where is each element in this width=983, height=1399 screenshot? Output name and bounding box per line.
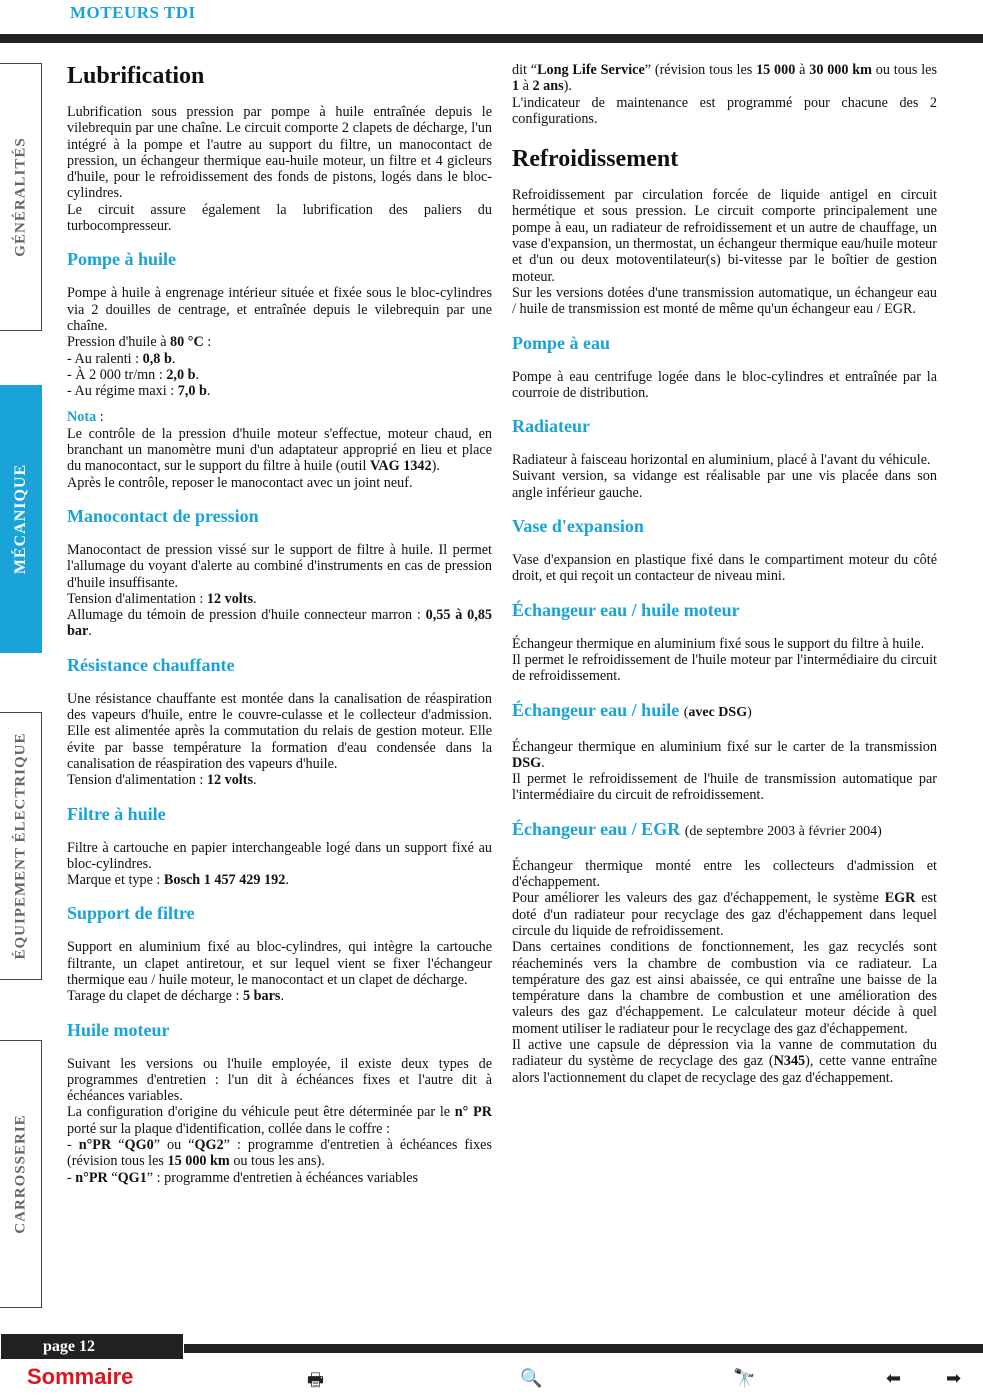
heading-radiateur: Radiateur — [512, 416, 590, 437]
arrow-left-icon[interactable]: ⬅ — [886, 1368, 902, 1389]
paragraph: Suivant les versions ou l'huile employée, il existe deux types de programmes d'entretien : l'un dit à échéances fixes et l'autre dit à échéances variables. — [67, 1055, 492, 1105]
paragraph: Tension d'alimentation : 12 volts. — [67, 772, 257, 789]
paragraph: Pompe à eau centrifuge logée dans le bloc-cylindres et entraînée par la courroie de distribution. — [512, 368, 937, 401]
paragraph: Pression d'huile à 80 °C : — [67, 334, 212, 351]
tab-carrosserie[interactable] — [0, 1040, 42, 1308]
paragraph: Tarage du clapet de décharge : 5 bars. — [67, 988, 284, 1005]
paragraph: Lubrification sous pression par pompe à huile entraînée depuis le vilebrequin par une chaîne. Le circuit comporte 2 clapets de décharge, l'un intégré à la pompe et l'autre au support du filtre, un manocontact de pression, un échangeur thermique eau-huile moteur, un filtre et 4 gicleurs d'huile, pour le refroidissement des fonds de pistons, logés dans le bloc-cylindres. — [67, 104, 492, 202]
print-icon[interactable]: 🖶 — [307, 1370, 324, 1391]
paragraph: Support en aluminium fixé au bloc-cylindres, qui intègre la cartouche filtrante, un clapet antiretour, et sur lequel vient se fixer l'échangeur thermique eau / huile moteur, le manocontact et un clapet de décharge. — [67, 939, 492, 988]
tab-generalites[interactable] — [0, 63, 42, 331]
sommaire-link[interactable]: Sommaire — [27, 1364, 134, 1389]
paragraph: Il active une capsule de dépression via la vanne de commutation du radiateur du système de recyclage des gaz (N345), cette vanne entraîne alors l'actionnement du clapet de recyclage des gaz d'échappement. — [512, 1036, 937, 1086]
tab-label: CARROSSERIE — [12, 1114, 28, 1234]
paragraph: dit “Long Life Service” (révision tous les 15 000 à 30 000 km ou tous les 1 à 2 ans). — [512, 62, 937, 95]
paragraph: La configuration d'origine du véhicule peut être déterminée par le n° PR porté sur la plaque d'identification, collée dans le coffre : — [67, 1104, 492, 1137]
paragraph: Après le contrôle, reposer le manocontact avec un joint neuf. — [67, 474, 413, 491]
paragraph: Pour améliorer les valeurs des gaz d'échappement, le système EGR est doté d'un radiateur pour recyclage des gaz d'échappement dans lequel circule du liquide de refroidissement. — [512, 890, 937, 939]
paragraph: Pompe à huile à engrenage intérieur située et fixée sous le bloc-cylindres via 2 douilles de centrage, et entraînée depuis le vilebrequin par une chaîne. — [67, 285, 492, 334]
paragraph: L'indicateur de maintenance est programmé pour chacune des 2 configurations. — [512, 94, 937, 127]
heading-vase-expansion: Vase d'expansion — [512, 516, 644, 537]
paragraph: Vase d'expansion en plastique fixé dans le compartiment moteur du côté droit, et qui reçoit un contacteur de niveau mini. — [512, 552, 937, 585]
heading-echangeur-huile-dsg: Échangeur eau / huile (avec DSG) — [512, 699, 752, 720]
heading-resistance: Résistance chauffante — [67, 654, 235, 675]
heading-filtre: Filtre à huile — [67, 803, 166, 824]
paragraph: Suivant version, sa vidange est réalisable par une vis placée dans son angle inférieur gauche. — [512, 468, 937, 501]
heading-echangeur-huile-moteur: Échangeur eau / huile moteur — [512, 599, 740, 620]
paragraph: Une résistance chauffante est montée dans la canalisation de réaspiration des vapeurs d'huile, entre le couvre-culasse et le collecteur d'admission. Elle est alimentée après la commutation du relais de gestion moteur. Elle évite par basse température la formation d'eau condensée dans la canalisation de réaspiration des vapeurs d'huile. — [67, 690, 492, 772]
paragraph: Allumage du témoin de pression d'huile connecteur marron : 0,55 à 0,85 bar. — [67, 607, 493, 640]
paragraph: Il permet le refroidissement de l'huile de transmission automatique par l'intermédiaire du circuit de refroidissement. — [512, 771, 937, 804]
paragraph: Marque et type : Bosch 1 457 429 192. — [67, 872, 289, 889]
document-search-icon[interactable]: 🔍 — [520, 1368, 543, 1389]
paragraph: Sur les versions dotées d'une transmission automatique, un échangeur eau / huile de transmission est monté de même qu'un échangeur eau / EGR. — [512, 284, 937, 318]
heading-support: Support de filtre — [67, 903, 195, 924]
tab-label: MÉCANIQUE — [11, 463, 29, 575]
paragraph: Manocontact de pression vissé sur le support de filtre à huile. Il permet l'allumage du voyant d'alerte au combiné d'instruments en cas de pression d'huile insuffisante. — [67, 541, 492, 591]
heading-pompe-a-eau: Pompe à eau — [512, 332, 610, 353]
list-item: - Au ralenti : 0,8 b. — [67, 350, 176, 367]
paragraph: Échangeur thermique en aluminium fixé sur le carter de la transmission DSG. — [512, 738, 937, 771]
paragraph: Échangeur thermique en aluminium fixé sous le support du filtre à huile. — [512, 635, 925, 652]
list-item: - À 2 000 tr/mn : 2,0 b. — [67, 366, 200, 383]
tab-mecanique[interactable] — [0, 385, 42, 653]
heading-pompe-a-huile: Pompe à huile — [67, 249, 177, 270]
paragraph: Le contrôle de la pression d'huile moteur s'effectue, moteur chaud, en branchant un manomètre muni d'un adaptateur approprié en lieu et place du manocontact, sur le support du filtre à huile (outil VAG 1342). — [67, 425, 492, 475]
heading-huile-moteur: Huile moteur — [67, 1019, 170, 1040]
paragraph: Filtre à cartouche en papier interchangeable logé dans un support fixé au bloc-cylindres. — [67, 839, 492, 872]
paragraph: Échangeur thermique monté entre les collecteurs d'admission et d'échappement. — [512, 857, 937, 891]
paragraph: Radiateur à faisceau horizontal en aluminium, placé à l'avant du véhicule. — [512, 452, 931, 469]
heading-manocontact: Manocontact de pression — [67, 505, 259, 526]
right-column — [512, 62, 937, 1086]
page-number: page 12 — [0, 1333, 184, 1360]
tab-label: ÉQUIPEMENT ÉLECTRIQUE — [12, 732, 28, 960]
section-title-refroidissement: Refroidissement — [512, 146, 679, 173]
list-item: - n°PR “QG0” ou “QG2” : programme d'entretien à échéances fixes (révision tous les 15 000 km ou tous les ans). — [67, 1137, 492, 1170]
arrow-right-icon[interactable]: ➡ — [946, 1368, 962, 1389]
list-item: - n°PR “QG1” : programme d'entretien à échéances variables — [67, 1169, 418, 1186]
left-column — [67, 62, 492, 1186]
tab-equipement-electrique[interactable] — [0, 712, 42, 980]
section-title-lubrification: Lubrification — [67, 63, 205, 89]
paragraph: Refroidissement par circulation forcée de liquide antigel en circuit hermétique et sous pression. Le circuit comporte principalement une pompe à eau, un radiateur de refroidissement et un autre de chauffage, un vase d'expansion, un thermostat, un échangeur thermique eau/huile moteur et d'un ou deux motoventilateur(s) bi-vitesse par le boîtier de gestion moteur. — [512, 187, 937, 285]
top-divider — [0, 34, 983, 43]
running-header: MOTEURS TDI — [70, 3, 196, 22]
paragraph: Tension d'alimentation : 12 volts. — [67, 590, 257, 607]
heading-echangeur-egr: Échangeur eau / EGR (de septembre 2003 à février 2004) — [512, 818, 882, 839]
list-item: - Au régime maxi : 7,0 b. — [67, 383, 211, 400]
paragraph: Il permet le refroidissement de l'huile moteur par l'intermédiaire du circuit de refroidissement. — [512, 651, 937, 685]
nota-label: Nota : — [67, 409, 104, 426]
paragraph: Dans certaines conditions de fonctionnement, les gaz recyclés sont réacheminés vers la chambre de combustion via ce radiateur. La température des gaz est ainsi abaissée, ce qui entraîne une baisse de la température dans la chambre de combustion et une amélioration des valeurs des gaz d'échappement. Le calculateur moteur décide à quel moment utiliser le radiateur pour le recyclage des gaz d'échappement. — [512, 939, 937, 1037]
paragraph: Le circuit assure également la lubrification des paliers du turbocompresseur. — [67, 201, 492, 235]
tab-label: GÉNÉRALITÉS — [12, 137, 28, 257]
binoculars-icon[interactable]: 🔭 — [733, 1368, 756, 1389]
